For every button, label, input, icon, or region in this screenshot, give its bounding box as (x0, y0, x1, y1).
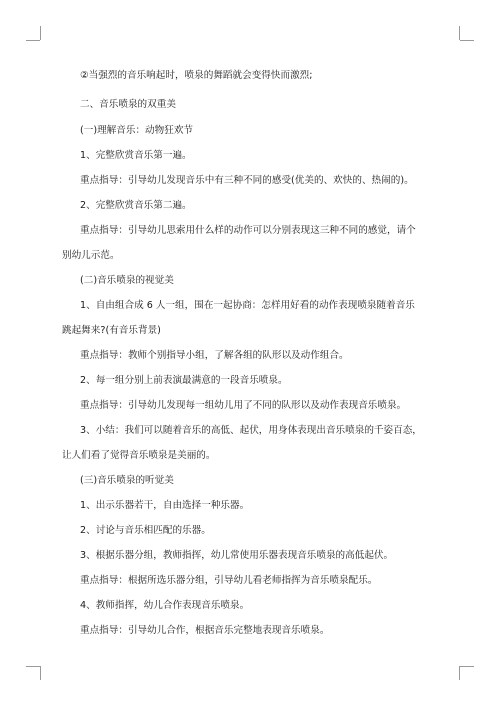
paragraph: 3、小结：我们可以随着音乐的高低、起伏，用身体表现出音乐喷泉的千姿百态， (80, 425, 422, 436)
subsection-heading: (三)音乐喷泉的听觉美 (80, 475, 174, 486)
paragraph: 重点指导：引导幼儿发现每一组幼儿用了不同的队形以及动作表现音乐喷泉。 (80, 400, 407, 411)
paragraph: 1、出示乐器若干，自由选择一种乐器。 (80, 500, 250, 511)
subsection-heading: (二)音乐喷泉的视觉美 (80, 275, 174, 286)
section-heading: 二、音乐喷泉的双重美 (80, 99, 176, 110)
paragraph: 2、讨论与音乐相匹配的乐器。 (80, 525, 211, 536)
paragraph: 重点指导：引导幼儿合作，根据音乐完整地表现音乐喷泉。 (80, 625, 330, 636)
paragraph: 4、教师指挥，幼儿合作表现音乐喷泉。 (80, 600, 250, 611)
paragraph: 3、根据乐器分组，教师指挥，幼儿常使用乐器表现音乐喷泉的高低起伏。 (80, 550, 394, 561)
paragraph: 2、完整欣赏音乐第二遍。 (80, 200, 192, 211)
paragraph: 重点指导：引导幼儿发现音乐中有三种不同的感受(优美的、欢快的、热闹的)。 (80, 175, 414, 186)
paragraph: ②当强烈的音乐响起时，喷泉的舞蹈就会变得快而激烈; (80, 70, 313, 81)
paragraph: 重点指导：根据所选乐器分组，引导幼儿看老师指挥为音乐喷泉配乐。 (80, 575, 378, 586)
paragraph: 1、自由组合成 6 人一组，围在一起协商：怎样用好看的动作表现喷泉随着音乐 (80, 300, 415, 311)
paragraph: 2、每一组分别上前表演最满意的一段音乐喷泉。 (80, 375, 288, 386)
paragraph-continuation: 跳起舞来?(有音乐背景) (62, 325, 161, 336)
subsection-heading: (一)理解音乐：动物狂欢节 (80, 125, 194, 136)
paragraph: 重点指导：教师个别指导小组，了解各组的队形以及动作组合。 (80, 350, 349, 361)
paragraph: 重点指导：引导幼儿思索用什么样的动作可以分别表现这三种不同的感觉，请个 (80, 225, 416, 236)
paragraph-continuation: 别幼儿示范。 (62, 250, 120, 261)
paragraph: 1、完整欣赏音乐第一遍。 (80, 150, 192, 161)
paragraph-continuation: 让人们看了觉得音乐喷泉是美丽的。 (62, 450, 216, 461)
